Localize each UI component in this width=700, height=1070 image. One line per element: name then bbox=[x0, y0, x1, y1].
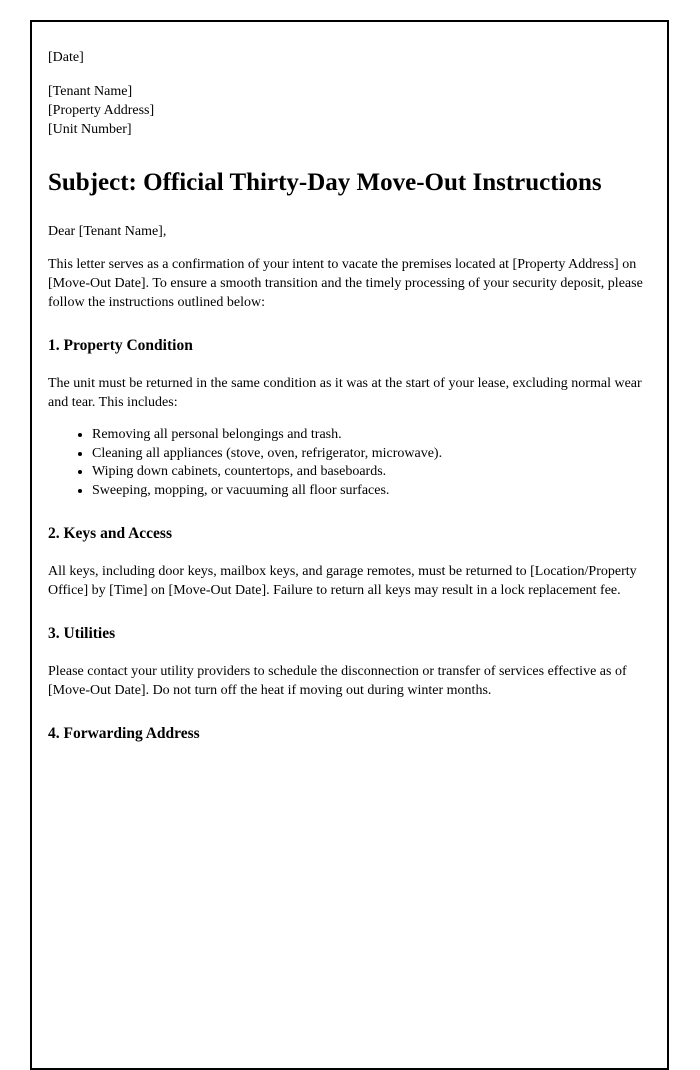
bullet-item: • Wiping down cabinets, countertops, and baseboards. bbox=[92, 463, 651, 482]
recipient-block bbox=[48, 82, 651, 139]
bullet-item: • Removing all personal belongings and trash. bbox=[92, 426, 651, 445]
property-condition-bullet-list bbox=[48, 426, 651, 500]
bullet-item: • Sweeping, mopping, or vacuuming all floor surfaces. bbox=[92, 482, 651, 501]
letter-date-placeholder: [Date] bbox=[48, 50, 84, 65]
property-address-placeholder: [Property Address] bbox=[48, 103, 155, 118]
section-body-property-condition: The unit must be returned in the same condition as it was at the start of your lease, excluding normal wear and tear. This includes: bbox=[48, 376, 642, 410]
unit-number-placeholder: [Unit Number] bbox=[48, 122, 132, 137]
section-heading-keys-and-access: 2. Keys and Access bbox=[48, 525, 172, 542]
tenant-name-placeholder: [Tenant Name] bbox=[48, 84, 133, 99]
section-body-utilities: Please contact your utility providers to schedule the disconnection or transfer of services effective as of [Move-Out Date]. Do not turn off the heat if moving out during winter months. bbox=[48, 664, 627, 698]
intro-paragraph: This letter serves as a confirmation of your intent to vacate the premises located at [Property Address] on [Move-Out Date]. To ensure a smooth transition and the timely processing of your security deposit, please follow the instructions outlined below: bbox=[48, 257, 643, 310]
salutation: Dear [Tenant Name], bbox=[48, 224, 167, 239]
section-heading-utilities: 3. Utilities bbox=[48, 625, 116, 642]
section-heading-property-condition: 1. Property Condition bbox=[48, 337, 193, 354]
section-heading-forwarding-address: 4. Forwarding Address bbox=[48, 725, 200, 742]
bullet-item: • Cleaning all appliances (stove, oven, refrigerator, microwave). bbox=[92, 445, 651, 464]
subject-heading: Subject: Official Thirty-Day Move-Out Instructions bbox=[48, 169, 602, 196]
section-body-keys-and-access: All keys, including door keys, mailbox keys, and garage remotes, must be returned to [Location/Property Office] by [Time] on [Move-Out Date]. Failure to return all keys may result in a lock replacement fee. bbox=[48, 564, 637, 598]
letter-document bbox=[30, 20, 669, 1070]
